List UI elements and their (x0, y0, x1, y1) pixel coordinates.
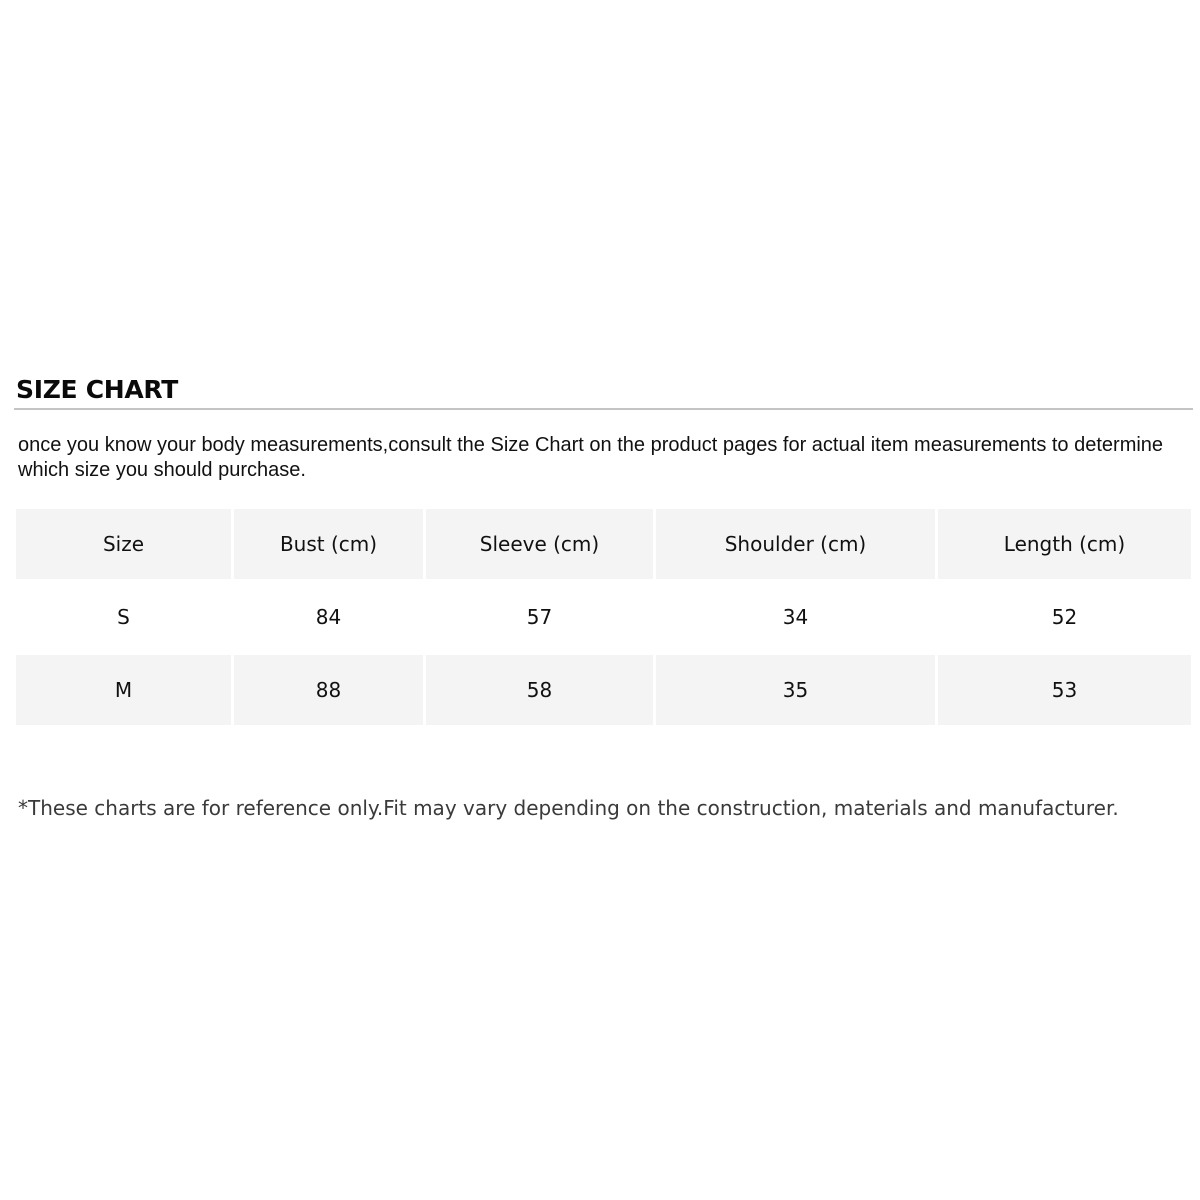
table-header-row (16, 509, 1191, 579)
cell-bust: 88 (234, 655, 423, 725)
disclaimer-note: *These charts are for reference only.Fit may vary depending on the construction, materials and manufacturer. (18, 796, 1119, 820)
table-row (16, 579, 1191, 655)
cell-shoulder: 35 (656, 655, 935, 725)
title-divider (14, 408, 1193, 410)
header-length: Length (cm) (938, 509, 1191, 579)
header-size: Size (16, 509, 231, 579)
header-bust: Bust (cm) (234, 509, 423, 579)
cell-size: M (16, 655, 231, 725)
header-shoulder: Shoulder (cm) (656, 509, 935, 579)
size-table (13, 509, 1194, 725)
cell-shoulder: 34 (782, 605, 809, 629)
header-sleeve: Sleeve (cm) (426, 509, 653, 579)
cell-sleeve: 57 (526, 605, 553, 629)
cell-size: S (117, 605, 130, 629)
table-row (16, 655, 1191, 725)
page-title: SIZE CHART (16, 375, 179, 404)
cell-length: 52 (1051, 605, 1078, 629)
cell-bust: 84 (315, 605, 342, 629)
intro-text: once you know your body measurements,consult the Size Chart on the product pages for actual item measurements to determine which size you should purchase. (18, 434, 1164, 481)
cell-length: 53 (938, 655, 1191, 725)
cell-sleeve: 58 (426, 655, 653, 725)
